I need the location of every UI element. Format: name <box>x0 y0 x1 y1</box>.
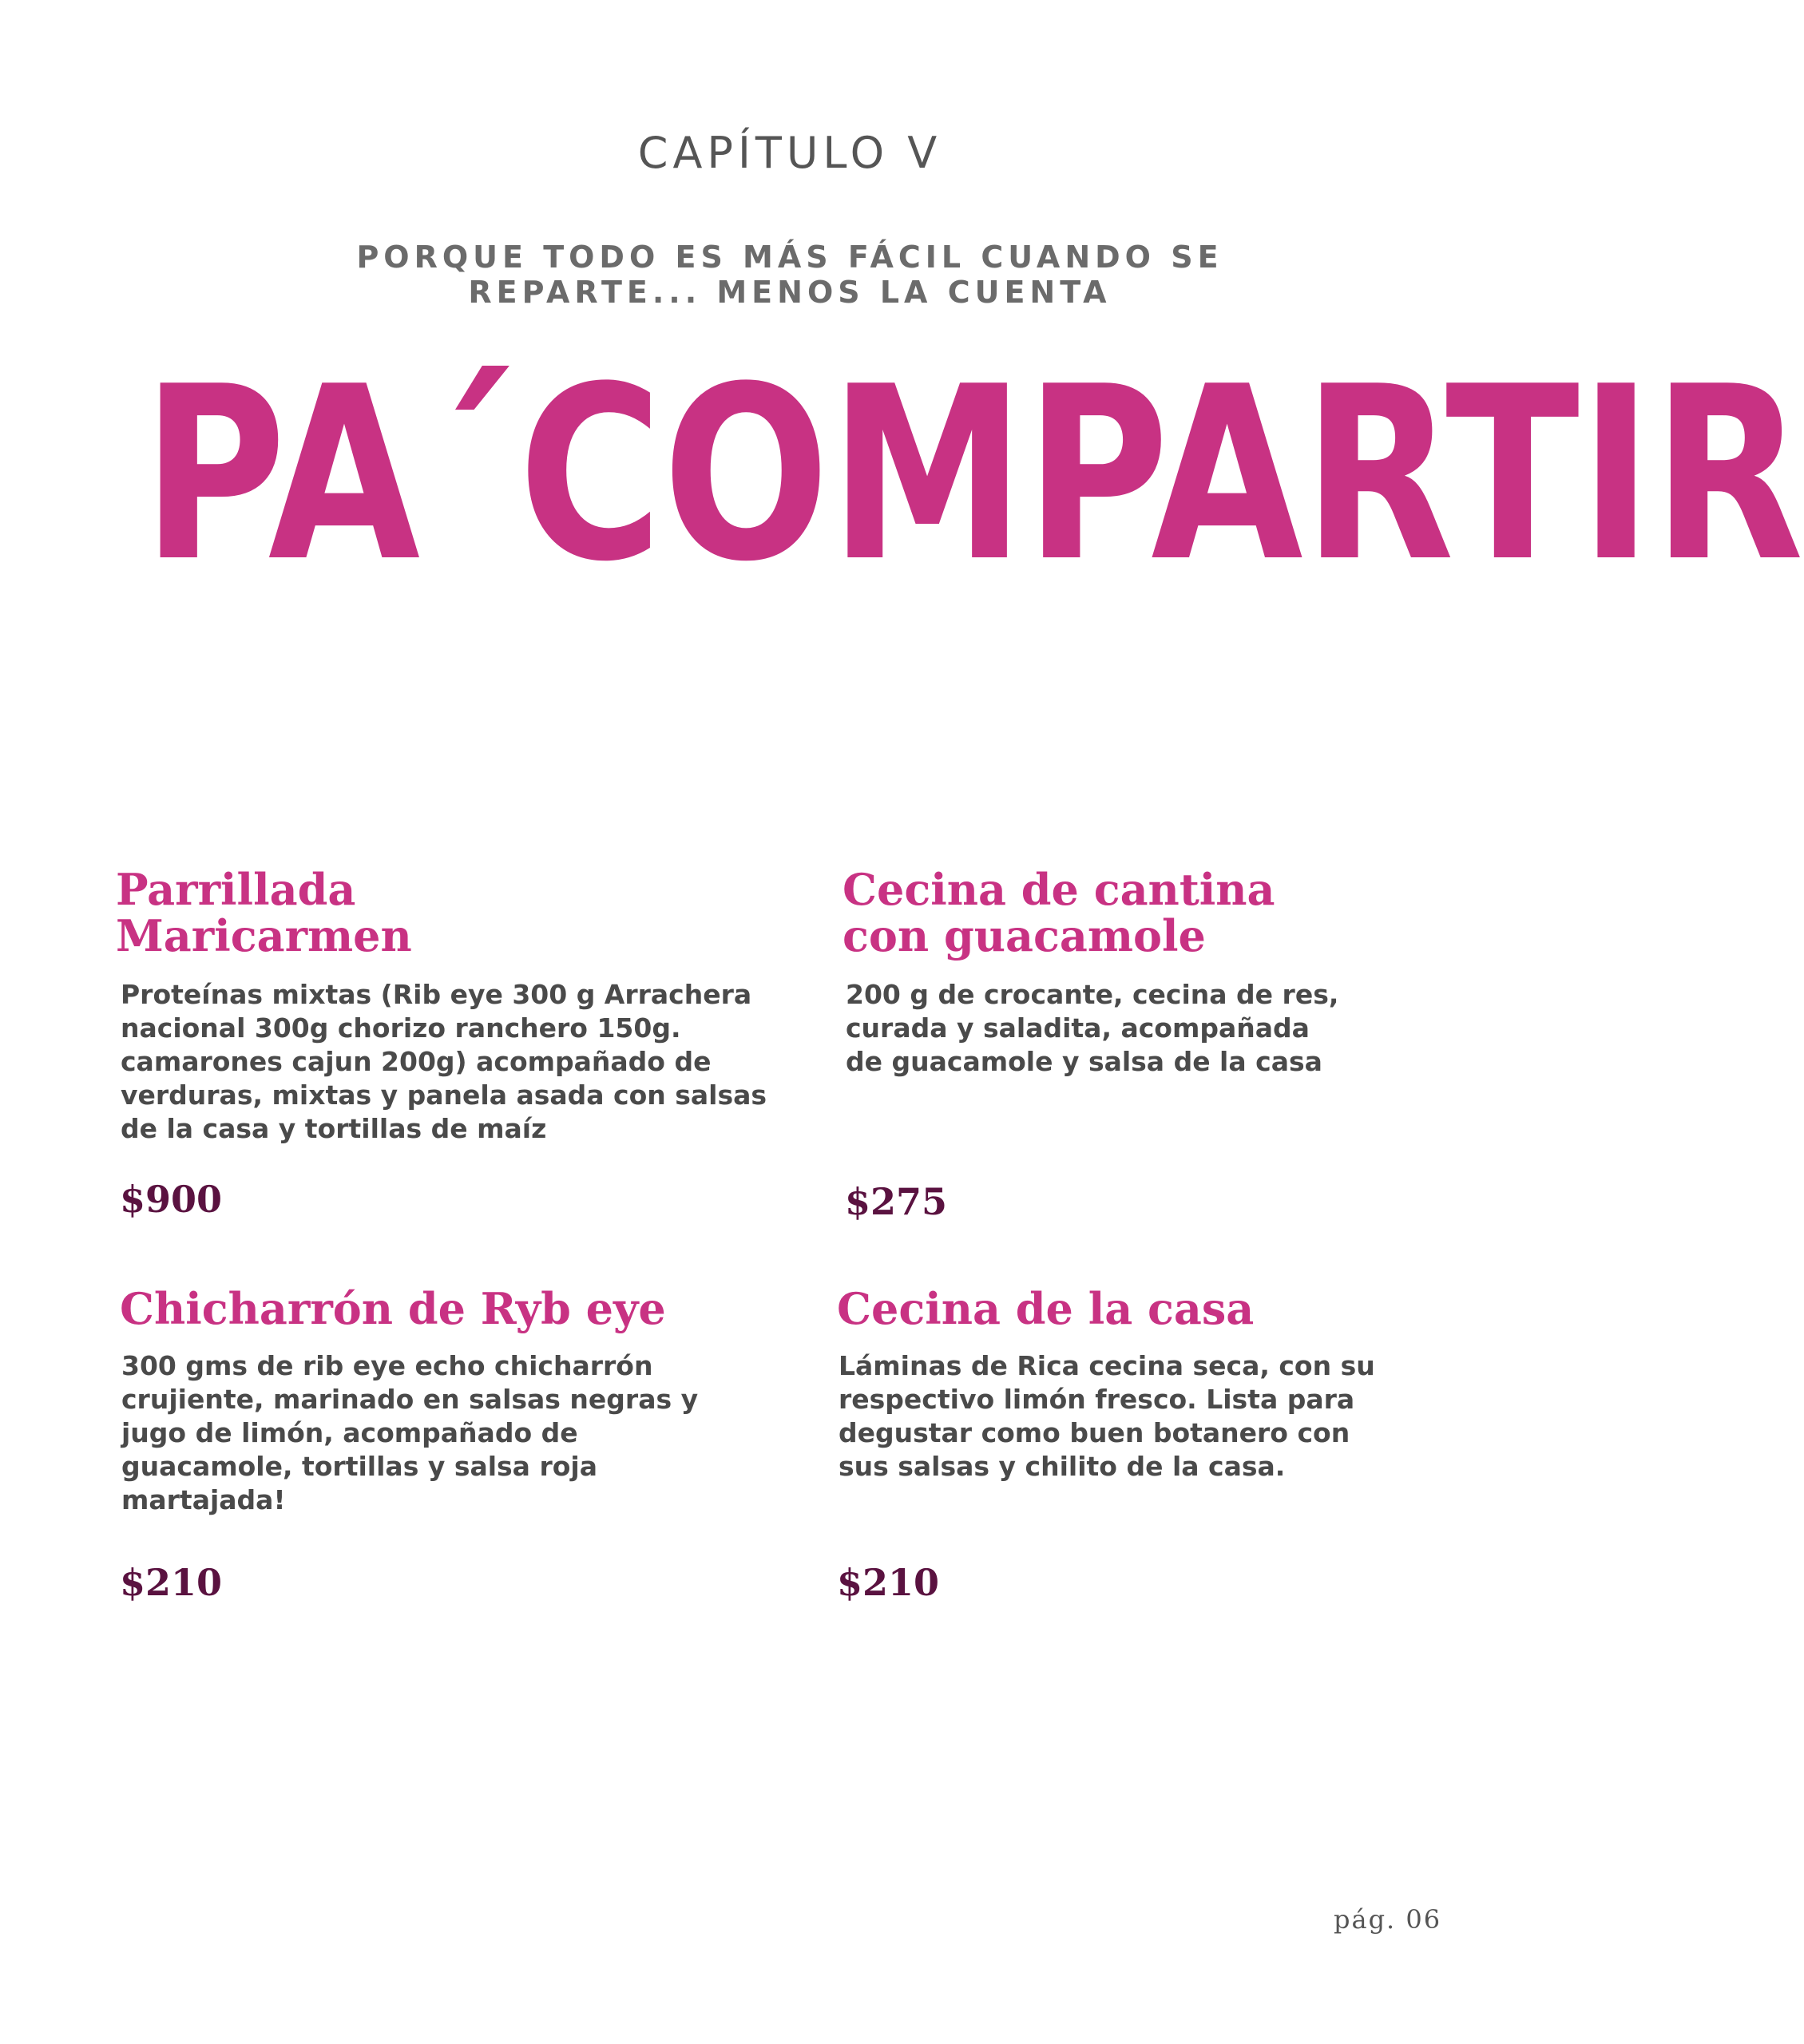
menu-item-cecina-cantina <box>843 866 1513 1079</box>
item-price: $275 <box>845 1180 948 1223</box>
tagline-line-1: PORQUE TODO ES MÁS FÁCIL CUANDO SE <box>356 240 1223 275</box>
item-name-line-2: con guacamole <box>843 910 1206 961</box>
item-name <box>120 1285 823 1332</box>
page-number: pág. 06 <box>1334 1904 1442 1935</box>
item-name <box>843 866 1513 959</box>
item-name-line-1: Chicharrón de Ryb eye <box>120 1283 666 1334</box>
item-name-line-1: Cecina de la casa <box>837 1283 1255 1334</box>
chapter-tagline <box>0 240 1580 310</box>
item-name <box>116 866 819 959</box>
item-name-line-1: Cecina de cantina <box>843 864 1275 915</box>
item-name-line-2: Maricarmen <box>116 910 412 961</box>
menu-item-parrillada <box>116 866 819 1146</box>
item-price: $210 <box>120 1561 223 1604</box>
item-name-line-1: Parrillada <box>116 864 356 915</box>
item-description: Proteínas mixtas (Rib eye 300 g Arrachera nacional 300g chorizo ranchero 150g. camarones cajun 200g) acompañado de verduras, mixtas y panela asada con salsas de la casa y tortillas de maíz <box>121 979 767 1144</box>
item-name <box>837 1285 1524 1332</box>
tagline-line-2: REPARTE... MENOS LA CUENTA <box>468 275 1112 310</box>
section-title: PA´COMPARTIR <box>142 335 1804 614</box>
item-description: 300 gms de rib eye echo chicharrón crujiente, marinado en salsas negras y jugo de limón, acompañado de guacamole, tortillas y salsa roja martajada! <box>121 1350 699 1515</box>
item-price: $210 <box>837 1561 940 1604</box>
item-description: Láminas de Rica cecina seca, con su respectivo limón fresco. Lista para degustar como buen botanero con sus salsas y chilito de la casa. <box>839 1350 1375 1482</box>
menu-item-cecina-casa <box>837 1285 1524 1483</box>
item-price: $900 <box>120 1178 223 1221</box>
menu-item-chicharron <box>120 1285 823 1517</box>
chapter-heading: CAPÍTULO V <box>637 128 942 178</box>
item-description: 200 g de crocante, cecina de res, curada y saladita, acompañada de guacamole y salsa de la casa <box>846 979 1339 1077</box>
